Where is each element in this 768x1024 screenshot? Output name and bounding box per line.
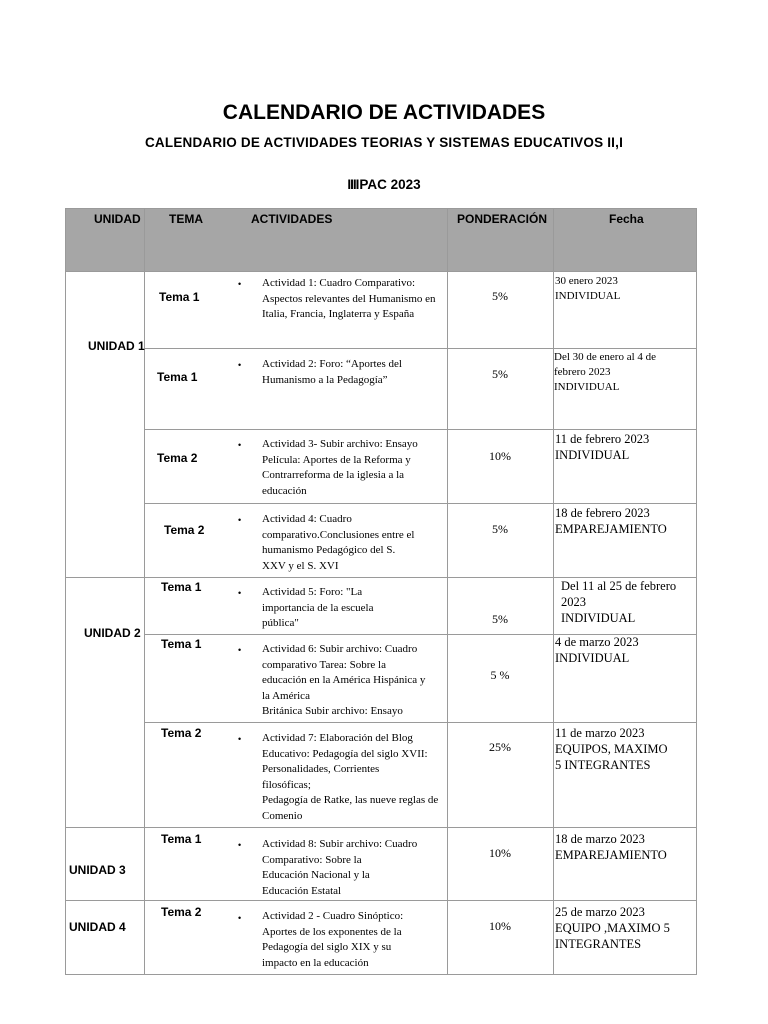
- row-tema: Tema 1: [161, 637, 202, 651]
- period-bars: III: [347, 177, 356, 192]
- row-tema: Tema 1: [161, 580, 202, 594]
- bullet: •: [238, 645, 242, 655]
- row-ponderacion: 5%: [492, 289, 508, 303]
- row-ponderacion: 10%: [489, 449, 511, 463]
- bullet: •: [238, 840, 242, 850]
- row-actividad: Actividad 3- Subir archivo: Ensayo Película: Aportes de la Reforma y Contrarreforma de la iglesia a la educación: [262, 438, 418, 497]
- header-fecha: Fecha: [609, 212, 644, 226]
- document-title: CALENDARIO DE ACTIVIDADES: [222, 101, 546, 124]
- row-tema: Tema 2: [161, 905, 202, 919]
- document-subtitle: CALENDARIO DE ACTIVIDADES TEORIAS Y SISTEMAS EDUCATIVOS II,I: [144, 135, 624, 150]
- row-fecha: 30 enero 2023 INDIVIDUAL: [555, 275, 621, 302]
- row-fecha: 11 de marzo 2023 EQUIPOS, MAXIMO 5 INTEGRANTES: [555, 726, 668, 772]
- table-header-row: [66, 209, 696, 271]
- unit-label: UNIDAD 2: [84, 626, 141, 640]
- unit-label: UNIDAD 4: [69, 920, 126, 934]
- row-tema: Tema 1: [161, 832, 202, 846]
- unit-label: UNIDAD 1: [88, 339, 145, 353]
- bullet: •: [238, 360, 242, 370]
- row-actividad: Actividad 2 - Cuadro Sinóptico: Aportes de los exponentes de la Pedagogía del siglo XIX y su impacto en la educación: [262, 910, 404, 969]
- bullet: •: [238, 913, 242, 923]
- row-ponderacion: 25%: [489, 740, 511, 754]
- row-fecha: Del 11 al 25 de febrero 2023 INDIVIDUAL: [561, 579, 677, 625]
- bullet: •: [238, 734, 242, 744]
- row-tema: Tema 2: [157, 451, 198, 465]
- row-actividad: Actividad 7: Elaboración del Blog Educativo: Pedagogía del siglo XVII: Personalidades, Corrientes filosóficas; Pedagogía de Ratke, las nueve reglas de Comenio: [262, 732, 439, 822]
- row-tema: Tema 1: [157, 370, 198, 384]
- row-ponderacion: 5%: [492, 367, 508, 381]
- row-fecha: 18 de marzo 2023 EMPAREJAMIENTO: [555, 832, 667, 862]
- row-fecha: Del 30 de enero al 4 de febrero 2023 INDIVIDUAL: [554, 351, 657, 393]
- row-ponderacion: 5 %: [490, 668, 510, 682]
- row-actividad: Actividad 1: Cuadro Comparativo: Aspectos relevantes del Humanismo en Italia, Francia, Inglaterra y España: [262, 277, 436, 320]
- period-text: IPAC 2023: [355, 177, 421, 192]
- bullet: •: [238, 588, 242, 598]
- row-fecha: 25 de marzo 2023 EQUIPO ,MAXIMO 5 INTEGRANTES: [555, 905, 670, 951]
- header-actividades: ACTIVIDADES: [251, 212, 333, 226]
- row-ponderacion: 5%: [492, 522, 508, 536]
- row-tema: Tema 2: [161, 726, 202, 740]
- row-fecha: 11 de febrero 2023 INDIVIDUAL: [555, 432, 650, 462]
- row-actividad: Actividad 8: Subir archivo: Cuadro Comparativo: Sobre la Educación Nacional y la Educación Estatal: [262, 838, 418, 897]
- bullet: •: [238, 279, 242, 289]
- row-ponderacion: 10%: [489, 846, 511, 860]
- row-ponderacion: 5%: [492, 612, 508, 626]
- header-tema: TEMA: [169, 212, 203, 226]
- bullet: •: [238, 515, 242, 525]
- header-unidad: UNIDAD: [94, 212, 141, 226]
- row-actividad: Actividad 2: Foro: “Aportes del Humanismo a la Pedagogía”: [262, 358, 402, 386]
- row-tema: Tema 2: [164, 523, 205, 537]
- period-label: [0, 177, 768, 192]
- row-actividad: Actividad 4: Cuadro comparativo.Conclusiones entre el humanismo Pedagógico del S. XXV y el S. XVI: [262, 513, 415, 572]
- activities-table: [65, 208, 697, 975]
- row-fecha: 18 de febrero 2023 EMPAREJAMIENTO: [555, 506, 667, 536]
- row-fecha: 4 de marzo 2023 INDIVIDUAL: [555, 635, 639, 665]
- row-tema: Tema 1: [159, 290, 200, 304]
- unit-label: UNIDAD 3: [69, 863, 126, 877]
- header-ponderacion: PONDERACIÓN: [457, 212, 548, 226]
- row-actividad: Actividad 5: Foro: "La importancia de la escuela pública": [262, 586, 374, 629]
- bullet: •: [238, 440, 242, 450]
- row-ponderacion: 10%: [489, 919, 511, 933]
- row-actividad: Actividad 6: Subir archivo: Cuadro comparativo Tarea: Sobre la educación en la América Hispánica y la América Británica Subir archivo: Ensayo: [262, 643, 426, 717]
